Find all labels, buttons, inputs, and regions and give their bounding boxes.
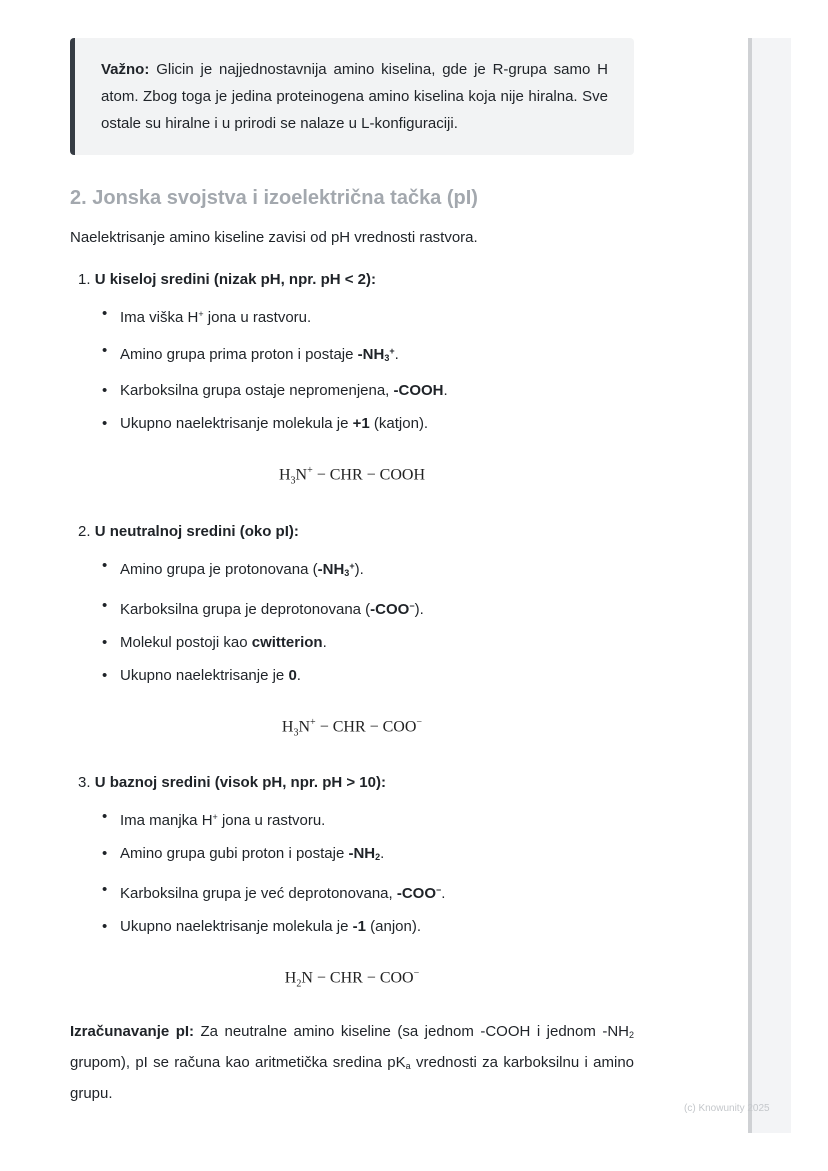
- note-label: Važno:: [101, 61, 150, 78]
- list-item: • Ima manjka H+ jona u rastvoru.: [70, 806, 634, 832]
- list-item: • Karboksilna grupa je deprotonovana (-COO−).: [70, 595, 634, 621]
- list-item: • Ukupno naelektrisanje molekula je +1 (katjon).: [70, 413, 634, 435]
- bullet-list: [70, 555, 634, 687]
- case-number: 3.: [78, 774, 91, 792]
- case-neutral: [70, 521, 634, 739]
- bullet-list: [70, 303, 634, 435]
- list-item: • Ukupno naelektrisanje molekula je -1 (anjon).: [70, 916, 634, 938]
- formula-cation: $H_3N^+$ − CHR − COOH: [278, 465, 426, 487]
- list-item: • Ima viška H+ jona u rastvoru.: [70, 303, 634, 329]
- case-title: U neutralnoj sredini (oko pI):: [94, 522, 299, 540]
- list-item: • Amino grupa gubi proton i postaje $-NH_2$.: [70, 843, 634, 868]
- case-basic: [70, 772, 634, 990]
- list-item: • Karboksilna grupa je već deprotonovana, -COO−.: [70, 879, 634, 905]
- list-item: • Ukupno naelektrisanje je 0.: [70, 665, 634, 687]
- list-item: • Molekul postoji kao cwitterion.: [70, 632, 634, 654]
- list-item: • Amino grupa prima proton i postaje $-NH_3^+$.: [70, 340, 634, 369]
- bullet-list: [70, 806, 634, 938]
- list-item: • Karboksilna grupa ostaje nepromenjena, -COOH.: [70, 380, 634, 402]
- section-intro: Naelektrisanje amino kiseline zavisi od pH vrednosti rastvora.: [70, 229, 478, 246]
- case-title: U kiseloj sredini (nizak pH, npr. pH < 2):: [94, 271, 376, 288]
- important-note: [70, 38, 634, 155]
- case-title: U baznoj sredini (visok pH, npr. pH > 10):: [94, 774, 386, 792]
- calc-label: Izračunavanje pI:: [70, 1022, 195, 1040]
- copyright-footer: (c) Knowunity 2025: [684, 1103, 770, 1114]
- note-text: Glicin je najjednostavnija amino kiselina, gde je R-grupa samo H atom. Zbog toga je jedina proteinogena amino kiselina koja nije hiralna. Sve ostale su hiralne i u prirodi se nalaze u L-konfiguraciji.: [101, 61, 608, 132]
- case-number: 1.: [78, 271, 91, 288]
- case-number: 2.: [78, 522, 91, 540]
- pi-calculation-paragraph: Izračunavanje pI: Za neutralne amino kiseline (sa jednom -COOH i jednom $-NH_2$ grupom), pI se računa kao aritmetička sredina $pK_a$ vrednosti za karboksilnu i amino grupu.: [70, 1022, 635, 1102]
- right-margin-panel: [748, 38, 791, 1133]
- section-heading: 2. Jonska svojstva i izoelektrična tačka (pI): [70, 187, 478, 209]
- document-page: [70, 38, 634, 1107]
- case-acidic: [70, 269, 634, 487]
- formula-zwitterion: $H_3N^+$ − CHR − COO−: [281, 716, 423, 739]
- formula-anion: $H_2N$ − CHR − COO−: [284, 968, 420, 990]
- list-item: • Amino grupa je protonovana $(-NH_3^+)$.: [70, 555, 634, 584]
